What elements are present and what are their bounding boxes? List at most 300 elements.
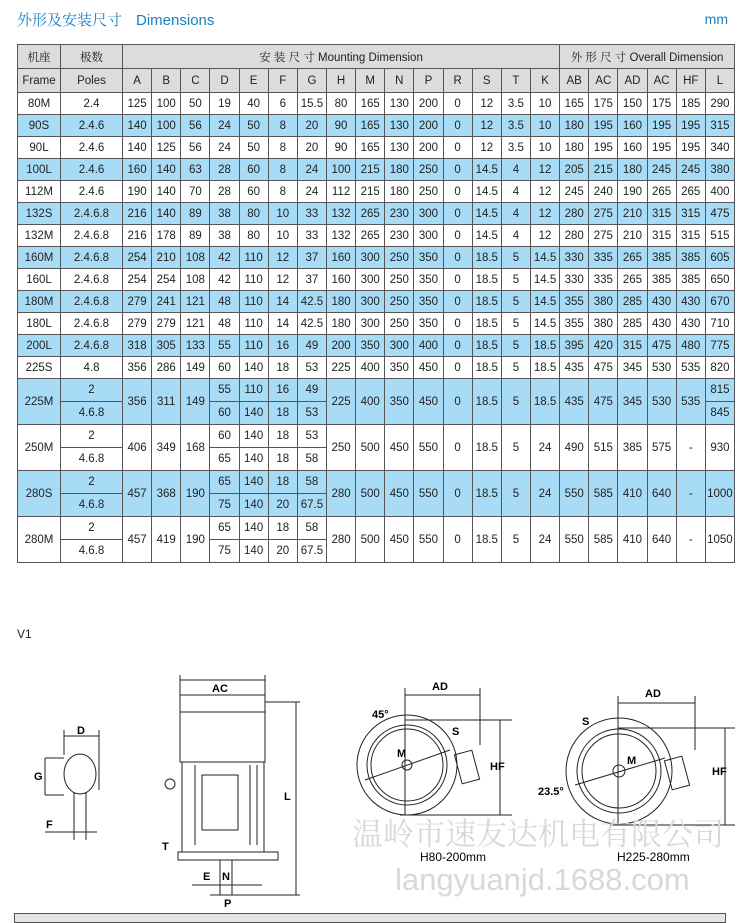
value-cell: 605	[705, 247, 734, 269]
value-cell: 410	[618, 471, 647, 517]
poles-cell: 2.4.6.8	[61, 247, 123, 269]
value-cell: 108	[181, 247, 210, 269]
table-row	[18, 291, 735, 313]
value-cell: 60	[239, 181, 268, 203]
value-cell: 400	[414, 335, 443, 357]
value-cell: 37	[297, 247, 326, 269]
value-cell: 67.5	[297, 494, 326, 517]
value-cell: 575	[647, 425, 676, 471]
value-cell: 89	[181, 225, 210, 247]
value-cell: 350	[385, 379, 414, 425]
value-cell: 18.5	[472, 291, 501, 313]
label-23-5deg: 23.5°	[538, 786, 564, 798]
value-cell: 12	[472, 115, 501, 137]
value-cell: 38	[210, 225, 239, 247]
poles-cell: 4.8	[61, 357, 123, 379]
label-ad-1: AD	[432, 681, 448, 693]
table-row	[18, 137, 735, 159]
value-cell: 265	[356, 203, 385, 225]
value-cell: 200	[326, 335, 355, 357]
value-cell: 133	[181, 335, 210, 357]
value-cell: 215	[356, 159, 385, 181]
value-cell: 245	[560, 181, 589, 203]
value-cell: 14	[268, 291, 297, 313]
value-cell: 0	[443, 313, 472, 335]
value-cell: 12	[530, 203, 559, 225]
watermark-company: 温岭市速友达机电有限公司	[352, 817, 724, 852]
value-cell: 190	[618, 181, 647, 203]
value-cell: 160	[618, 115, 647, 137]
value-cell: 125	[152, 137, 181, 159]
value-cell: 230	[385, 225, 414, 247]
value-cell: 0	[443, 379, 472, 425]
value-cell: 160	[618, 137, 647, 159]
value-cell: 4	[501, 225, 530, 247]
value-cell: 820	[705, 357, 734, 379]
value-cell: 0	[443, 269, 472, 291]
value-cell: -	[676, 425, 705, 471]
value-cell: 315	[647, 203, 676, 225]
value-cell: 150	[618, 93, 647, 115]
value-cell: 250	[385, 269, 414, 291]
poles-cell: 2.4.6	[61, 181, 123, 203]
watermark-url: langyuanjd.1688.com	[395, 862, 690, 897]
value-cell: 110	[239, 379, 268, 402]
value-cell: 530	[647, 357, 676, 379]
value-cell: 75	[210, 494, 239, 517]
value-cell: 550	[414, 471, 443, 517]
value-cell: 8	[268, 159, 297, 181]
value-cell: 48	[210, 313, 239, 335]
value-cell: 18.5	[530, 379, 559, 425]
poles-cell: 4.6.8	[61, 494, 123, 517]
value-cell: 10	[268, 203, 297, 225]
value-cell: 225	[326, 357, 355, 379]
value-cell: 385	[647, 269, 676, 291]
value-cell: 75	[210, 540, 239, 563]
value-cell: 330	[560, 269, 589, 291]
value-cell: 4	[501, 159, 530, 181]
value-cell: 5	[501, 291, 530, 313]
column-header-n: N	[385, 69, 414, 93]
value-cell: 190	[123, 181, 152, 203]
value-cell: 430	[676, 291, 705, 313]
value-cell: 5	[501, 357, 530, 379]
value-cell: 435	[560, 357, 589, 379]
value-cell: 280	[326, 517, 355, 563]
value-cell: 350	[414, 313, 443, 335]
column-header-ac: AC	[589, 69, 618, 93]
value-cell: 305	[152, 335, 181, 357]
value-cell: 18	[268, 425, 297, 448]
value-cell: 845	[705, 402, 734, 425]
value-cell: 275	[589, 225, 618, 247]
label-ad-2: AD	[645, 688, 661, 700]
value-cell: 315	[705, 115, 734, 137]
value-cell: 100	[152, 93, 181, 115]
column-header-h: H	[326, 69, 355, 93]
poles-header: 极数	[61, 45, 123, 69]
value-cell: 475	[589, 379, 618, 425]
label-m-2: M	[627, 755, 637, 767]
value-cell: 285	[618, 291, 647, 313]
value-cell: 200	[414, 137, 443, 159]
value-cell: 130	[385, 137, 414, 159]
value-cell: 315	[618, 335, 647, 357]
value-cell: 140	[239, 494, 268, 517]
value-cell: 28	[210, 159, 239, 181]
value-cell: 190	[181, 517, 210, 563]
value-cell: 8	[268, 181, 297, 203]
label-s-1: S	[452, 726, 460, 738]
value-cell: 14.5	[530, 247, 559, 269]
value-cell: 286	[152, 357, 181, 379]
value-cell: 5	[501, 517, 530, 563]
next-table-header	[14, 913, 726, 923]
value-cell: 65	[210, 448, 239, 471]
v1-label: V1	[17, 627, 32, 641]
value-cell: 160	[326, 247, 355, 269]
value-cell: 12	[472, 137, 501, 159]
poles-cell: 4.6.8	[61, 402, 123, 425]
value-cell: 265	[618, 269, 647, 291]
flange-view-large	[566, 696, 735, 825]
value-cell: 53	[297, 402, 326, 425]
value-cell: 14.5	[530, 269, 559, 291]
value-cell: 300	[385, 335, 414, 357]
value-cell: 450	[385, 471, 414, 517]
value-cell: 395	[560, 335, 589, 357]
column-header-c: C	[181, 69, 210, 93]
value-cell: 140	[239, 471, 268, 494]
value-cell: 33	[297, 225, 326, 247]
table-row	[18, 225, 735, 247]
value-cell: 349	[152, 425, 181, 471]
value-cell: 140	[152, 203, 181, 225]
value-cell: 110	[239, 313, 268, 335]
poles-cell: 4.6.8	[61, 540, 123, 563]
value-cell: 180	[326, 313, 355, 335]
column-header-f: F	[268, 69, 297, 93]
table-row	[18, 357, 735, 379]
value-cell: 50	[181, 93, 210, 115]
value-cell: 165	[356, 115, 385, 137]
value-cell: 165	[356, 93, 385, 115]
value-cell: 0	[443, 225, 472, 247]
table-row	[18, 517, 735, 540]
table-row	[18, 93, 735, 115]
table-row	[18, 425, 735, 448]
value-cell: 385	[676, 247, 705, 269]
value-cell: 38	[210, 203, 239, 225]
value-cell: 300	[356, 269, 385, 291]
value-cell: 330	[560, 247, 589, 269]
value-cell: 380	[589, 291, 618, 313]
frame-header-en: Frame	[18, 69, 61, 93]
value-cell: 130	[385, 115, 414, 137]
value-cell: 180	[560, 137, 589, 159]
value-cell: 195	[676, 115, 705, 137]
value-cell: 5	[501, 247, 530, 269]
value-cell: 20	[268, 540, 297, 563]
poles-cell: 2.4.6	[61, 159, 123, 181]
value-cell: 18.5	[472, 379, 501, 425]
value-cell: 3.5	[501, 93, 530, 115]
label-p: P	[224, 898, 232, 910]
frame-cell: 280M	[18, 517, 61, 563]
value-cell: 42.5	[297, 313, 326, 335]
value-cell: 450	[414, 357, 443, 379]
column-header-ab: AB	[560, 69, 589, 93]
value-cell: 0	[443, 471, 472, 517]
value-cell: 535	[676, 357, 705, 379]
frame-cell: 160M	[18, 247, 61, 269]
value-cell: 356	[123, 357, 152, 379]
value-cell: 0	[443, 335, 472, 357]
value-cell: 8	[268, 137, 297, 159]
value-cell: 49	[297, 379, 326, 402]
value-cell: 0	[443, 159, 472, 181]
value-cell: 175	[589, 93, 618, 115]
value-cell: 14.5	[472, 181, 501, 203]
value-cell: 245	[647, 159, 676, 181]
value-cell: 300	[356, 313, 385, 335]
poles-cell: 2	[61, 471, 123, 494]
frame-cell: 280S	[18, 471, 61, 517]
value-cell: 265	[676, 181, 705, 203]
table-row	[18, 269, 735, 291]
value-cell: 89	[181, 203, 210, 225]
value-cell: 350	[414, 247, 443, 269]
label-t: T	[162, 841, 169, 853]
value-cell: 10	[530, 93, 559, 115]
value-cell: 18.5	[472, 517, 501, 563]
table-row	[18, 159, 735, 181]
dimensions-table	[17, 44, 735, 563]
value-cell: 368	[152, 471, 181, 517]
value-cell: 165	[560, 93, 589, 115]
shaft-end-drawing	[45, 730, 99, 840]
value-cell: 265	[647, 181, 676, 203]
value-cell: 24	[210, 115, 239, 137]
value-cell: 160	[326, 269, 355, 291]
value-cell: 58	[297, 448, 326, 471]
value-cell: 250	[414, 159, 443, 181]
value-cell: 149	[181, 357, 210, 379]
value-cell: 245	[676, 159, 705, 181]
unit-label: mm	[704, 11, 728, 27]
value-cell: 210	[618, 225, 647, 247]
value-cell: 490	[560, 425, 589, 471]
value-cell: 110	[239, 247, 268, 269]
value-cell: 16	[268, 379, 297, 402]
title-en: Dimensions	[136, 12, 215, 29]
value-cell: 10	[268, 225, 297, 247]
value-cell: 110	[239, 269, 268, 291]
value-cell: 10	[530, 115, 559, 137]
value-cell: 480	[676, 335, 705, 357]
mounting-group-header: 安 装 尺 寸 Mounting Dimension	[123, 45, 560, 69]
value-cell: 49	[297, 335, 326, 357]
value-cell: 195	[647, 137, 676, 159]
value-cell: 530	[647, 379, 676, 425]
value-cell: 410	[618, 517, 647, 563]
value-cell: 121	[181, 291, 210, 313]
value-cell: 18.5	[472, 313, 501, 335]
value-cell: 165	[356, 137, 385, 159]
value-cell: 58	[297, 471, 326, 494]
page-title	[17, 9, 214, 30]
value-cell: 5	[501, 335, 530, 357]
frame-cell: 160L	[18, 269, 61, 291]
overall-group-header: 外 形 尺 寸 Overall Dimension	[560, 45, 735, 69]
value-cell: 0	[443, 291, 472, 313]
poles-cell: 2.4.6.8	[61, 225, 123, 247]
value-cell: 215	[589, 159, 618, 181]
value-cell: 18.5	[472, 247, 501, 269]
value-cell: 18.5	[472, 471, 501, 517]
value-cell: 12	[530, 159, 559, 181]
value-cell: 250	[385, 247, 414, 269]
value-cell: 56	[181, 115, 210, 137]
value-cell: 345	[618, 357, 647, 379]
value-cell: 18	[268, 402, 297, 425]
value-cell: 311	[152, 379, 181, 425]
poles-cell: 2	[61, 379, 123, 402]
value-cell: 280	[326, 471, 355, 517]
frame-cell: 180L	[18, 313, 61, 335]
value-cell: 14.5	[530, 313, 559, 335]
value-cell: 250	[385, 291, 414, 313]
value-cell: 60	[239, 159, 268, 181]
value-cell: 42	[210, 247, 239, 269]
value-cell: 250	[385, 313, 414, 335]
value-cell: -	[676, 517, 705, 563]
value-cell: 20	[297, 137, 326, 159]
value-cell: 315	[676, 203, 705, 225]
value-cell: 420	[589, 335, 618, 357]
value-cell: 930	[705, 425, 734, 471]
value-cell: 475	[647, 335, 676, 357]
value-cell: 279	[123, 291, 152, 313]
column-header-d: D	[210, 69, 239, 93]
value-cell: 400	[356, 357, 385, 379]
value-cell: 175	[647, 93, 676, 115]
value-cell: 535	[676, 379, 705, 425]
table-row	[18, 115, 735, 137]
value-cell: 18.5	[472, 269, 501, 291]
value-cell: 400	[356, 379, 385, 425]
column-header-a: A	[123, 69, 152, 93]
value-cell: 265	[618, 247, 647, 269]
value-cell: 210	[618, 203, 647, 225]
value-cell: 15.5	[297, 93, 326, 115]
table-row	[18, 335, 735, 357]
value-cell: 42.5	[297, 291, 326, 313]
value-cell: 5	[501, 425, 530, 471]
poles-cell: 2.4.6.8	[61, 269, 123, 291]
value-cell: 200	[414, 115, 443, 137]
value-cell: 315	[647, 225, 676, 247]
value-cell: 225	[326, 379, 355, 425]
label-g: G	[34, 771, 43, 783]
value-cell: 4	[501, 203, 530, 225]
value-cell: 550	[560, 517, 589, 563]
value-cell: 50	[239, 115, 268, 137]
value-cell: 0	[443, 357, 472, 379]
value-cell: 815	[705, 379, 734, 402]
value-cell: 58	[297, 517, 326, 540]
value-cell: 56	[181, 137, 210, 159]
value-cell: 132	[326, 225, 355, 247]
frame-cell: 90S	[18, 115, 61, 137]
value-cell: 250	[326, 425, 355, 471]
value-cell: 18.5	[472, 335, 501, 357]
value-cell: 140	[123, 137, 152, 159]
value-cell: 300	[356, 291, 385, 313]
value-cell: 240	[589, 181, 618, 203]
value-cell: 670	[705, 291, 734, 313]
value-cell: 230	[385, 203, 414, 225]
value-cell: 14.5	[472, 225, 501, 247]
frame-cell: 200L	[18, 335, 61, 357]
title-cn: 外形及安装尺寸	[17, 12, 123, 29]
value-cell: 0	[443, 115, 472, 137]
value-cell: 14.5	[530, 291, 559, 313]
value-cell: 14	[268, 313, 297, 335]
column-header-g: G	[297, 69, 326, 93]
value-cell: 140	[123, 115, 152, 137]
value-cell: 80	[239, 225, 268, 247]
column-header-p: P	[414, 69, 443, 93]
value-cell: 6	[268, 93, 297, 115]
table-row	[18, 203, 735, 225]
label-n: N	[222, 871, 230, 883]
value-cell: -	[676, 471, 705, 517]
value-cell: 254	[152, 269, 181, 291]
value-cell: 450	[414, 379, 443, 425]
value-cell: 356	[123, 379, 152, 425]
value-cell: 70	[181, 181, 210, 203]
value-cell: 140	[239, 448, 268, 471]
value-cell: 280	[560, 225, 589, 247]
frame-cell: 132S	[18, 203, 61, 225]
value-cell: 400	[705, 181, 734, 203]
column-header-l: L	[705, 69, 734, 93]
value-cell: 300	[414, 203, 443, 225]
value-cell: 50	[239, 137, 268, 159]
value-cell: 205	[560, 159, 589, 181]
value-cell: 315	[676, 225, 705, 247]
value-cell: 53	[297, 425, 326, 448]
value-cell: 60	[210, 402, 239, 425]
value-cell: 67.5	[297, 540, 326, 563]
value-cell: 18.5	[530, 335, 559, 357]
poles-cell: 4.6.8	[61, 448, 123, 471]
value-cell: 112	[326, 181, 355, 203]
table-row	[18, 313, 735, 335]
value-cell: 90	[326, 115, 355, 137]
value-cell: 110	[239, 335, 268, 357]
label-45deg: 45°	[372, 709, 389, 721]
value-cell: 450	[385, 425, 414, 471]
value-cell: 180	[560, 115, 589, 137]
value-cell: 14.5	[472, 159, 501, 181]
value-cell: 24	[297, 159, 326, 181]
value-cell: 279	[152, 313, 181, 335]
value-cell: 65	[210, 517, 239, 540]
value-cell: 475	[589, 357, 618, 379]
